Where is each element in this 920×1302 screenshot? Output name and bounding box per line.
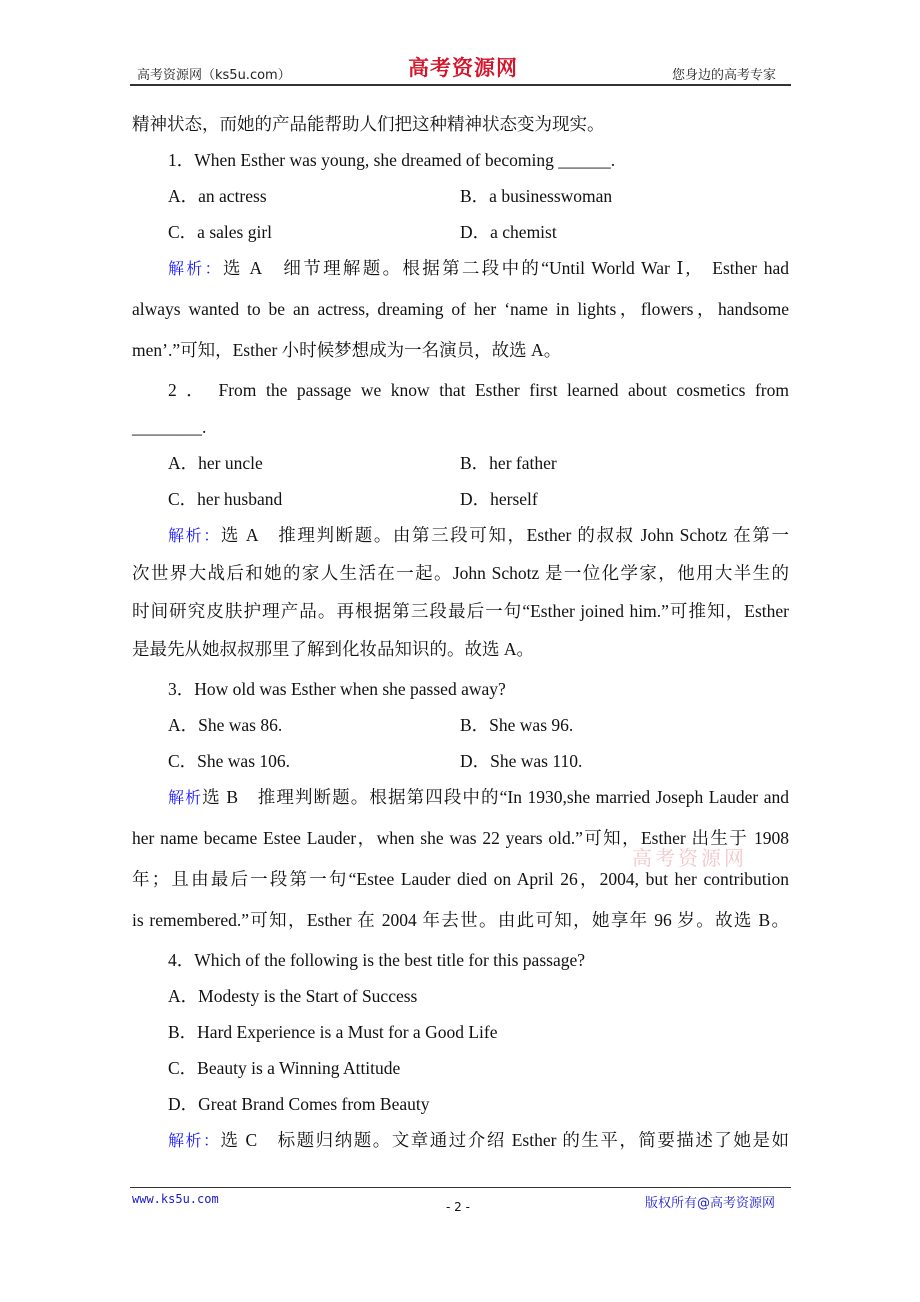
analysis-line: [168, 257, 789, 279]
analysis-line: [168, 786, 789, 808]
header-site-name: 高考资源网（ks5u.com）: [137, 68, 291, 83]
question-1-stem: 1．When Esther was young, she dreamed of becoming ______.: [168, 150, 616, 170]
header-divider: [130, 84, 791, 86]
question-3-stem: 3．How old was Esther when she passed away?: [168, 679, 506, 699]
analysis-line: is remembered.”可知，Esther 在 2004 年去世。由此可知，她享年 96 岁。故选 B。: [132, 910, 789, 930]
analysis-line: 是最先从她叔叔那里了解到化妆品知识的。故选 A。: [132, 639, 535, 659]
option: B．her father: [460, 453, 557, 473]
option: B．a businesswoman: [460, 186, 613, 206]
option: B．She was 96.: [460, 715, 574, 735]
site-logo: 高考资源网: [408, 55, 518, 80]
question-2-stem: ________.: [132, 417, 207, 437]
analysis-line: her name became Estee Lauder，when she was 22 years old.”可知，Esther 出生于 1908: [132, 828, 789, 848]
option: A．an actress: [168, 186, 267, 206]
page-number: - 2 -: [446, 1200, 470, 1214]
option: D．herself: [460, 489, 538, 509]
footer-divider: [130, 1187, 791, 1188]
analysis-text: 选 B 推理判断题。根据第四段中的“In 1930,she married Joseph Lauder and: [202, 787, 789, 807]
footer-link[interactable]: www.ks5u.com: [132, 1192, 219, 1206]
analysis-label: 解析：: [168, 1131, 221, 1150]
analysis-text: 选 C 标题归纳题。文章通过介绍 Esther 的生平，简要描述了她是如: [220, 1130, 789, 1150]
analysis-label: 解析：: [168, 259, 224, 278]
analysis-line: always wanted to be an actress, dreaming of her ‘name in lights，flowers，handsome: [132, 299, 789, 319]
analysis-text: 选 A 细节理解题。根据第二段中的“Until World War Ⅰ, Esther had: [223, 258, 789, 278]
analysis-line: 时间研究皮肤护理产品。再根据第三段最后一句“Esther joined him.”可推知，Esther: [132, 601, 789, 621]
analysis-line: 次世界大战后和她的家人生活在一起。John Schotz 是一位化学家，他用大半生的: [132, 563, 789, 583]
option: C．a sales girl: [168, 222, 273, 242]
watermark: 高考资源网: [632, 846, 747, 870]
option: D．a chemist: [460, 222, 557, 242]
question-2-stem: 2 ． From the passage we know that Esther first learned about cosmetics from: [168, 380, 789, 400]
paragraph-line: 精神状态，而她的产品能帮助人们把这种精神状态变为现实。: [132, 114, 605, 134]
analysis-label: 解析: [168, 788, 203, 807]
analysis-line: [168, 524, 789, 546]
option: A．Modesty is the Start of Success: [168, 986, 418, 1006]
analysis-line: 年；且由最后一段第一句“Estee Lauder died on April 26，2004, but her contribution: [132, 869, 789, 889]
option: C．She was 106.: [168, 751, 291, 771]
footer-copyright: 版权所有@高考资源网: [645, 1196, 776, 1211]
option: A．She was 86.: [168, 715, 283, 735]
analysis-line: [168, 1129, 789, 1151]
question-4-stem: 4．Which of the following is the best title for this passage?: [168, 950, 585, 970]
analysis-line: men’.”可知，Esther 小时候梦想成为一名演员，故选 A。: [132, 340, 562, 360]
option: C．Beauty is a Winning Attitude: [168, 1058, 401, 1078]
option: D．She was 110.: [460, 751, 583, 771]
option: C．her husband: [168, 489, 283, 509]
analysis-label: 解析：: [168, 526, 221, 545]
analysis-text: 选 A 推理判断题。由第三段可知，Esther 的叔叔 John Schotz 在第一: [220, 525, 789, 545]
option: A．her uncle: [168, 453, 263, 473]
header-slogan: 您身边的高考专家: [672, 68, 777, 83]
option: B．Hard Experience is a Must for a Good Life: [168, 1022, 498, 1042]
option: D．Great Brand Comes from Beauty: [168, 1094, 430, 1114]
